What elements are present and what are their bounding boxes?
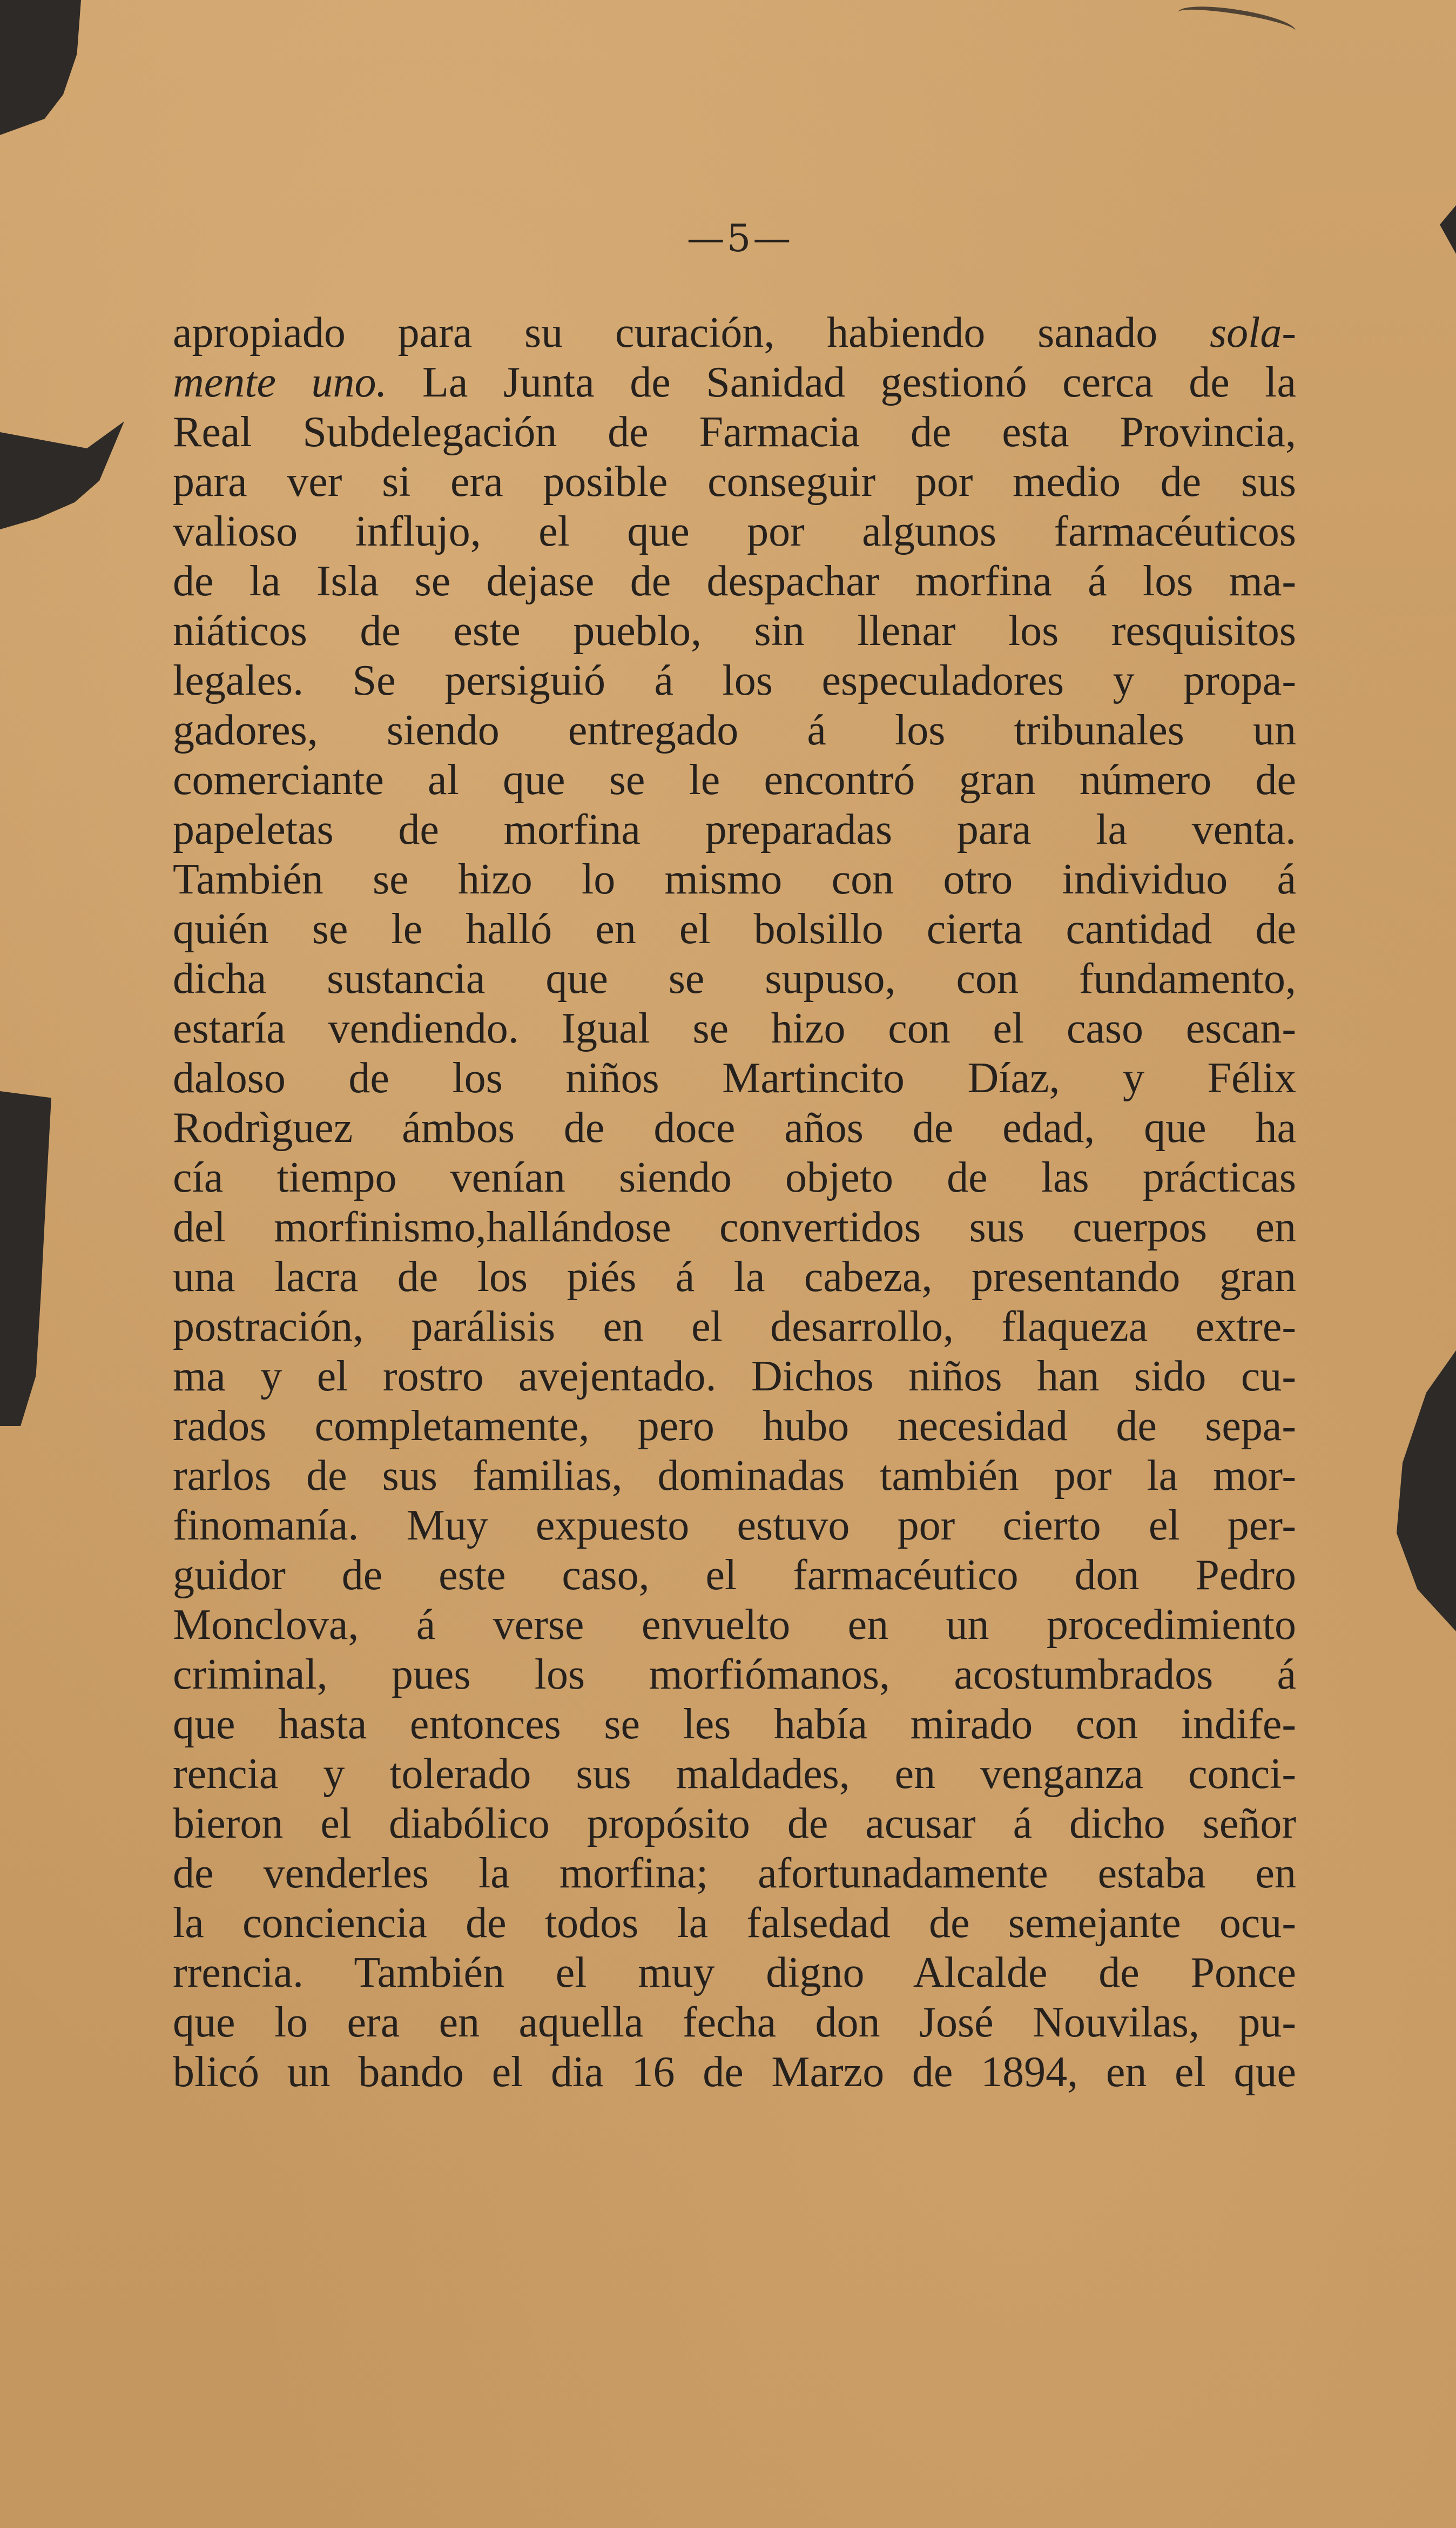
line-text: ma y el rostro avejentado. Dichos niños han sido cu- [173,1353,1296,1400]
line-text: rados completamente, pero hubo necesidad de sepa- [173,1402,1296,1450]
line-text: daloso de los niños Martincito Díaz, y Félix [173,1054,1296,1102]
text-line [173,705,1296,755]
text-line [173,1799,1296,1848]
line-text: finomanía. Muy expuesto estuvo por cierto el per- [173,1502,1296,1549]
text-line [173,1202,1296,1252]
text-line [173,407,1296,457]
text-line [173,1401,1296,1451]
text-line [173,1699,1296,1749]
line-text: rencia y tolerado sus maldades, en venganza conci- [173,1750,1296,1798]
line-text: rrencia. También el muy digno Alcalde de Ponce [173,1949,1296,1996]
text-line [173,1451,1296,1501]
line-text: del morfinismo,hallándose convertidos sus cuerpos en [173,1204,1296,1251]
text-line [173,1848,1296,1898]
line-text: guidor de este caso, el farmacéutico don Pedro [173,1551,1296,1599]
text-line [173,1302,1296,1352]
line-text: la conciencia de todos la falsedad de semejante ocu- [173,1899,1296,1947]
line-text: dicha sustancia que se supuso, con fundamento, [173,955,1296,1003]
line-text: También se hizo lo mismo con otro individuo á [173,856,1296,903]
text-line [173,1600,1296,1650]
line-text: comerciante al que se le encontró gran número de [173,756,1296,804]
text-line [173,755,1296,805]
text-line [173,556,1296,606]
torn-edge-left-upper [0,421,124,529]
text-line [173,358,1296,407]
text-line [173,656,1296,705]
text-line [173,954,1296,1004]
line-text: blicó un bando el dia 16 de Marzo de 1894, en el que [173,2048,1296,2096]
text-line [173,1650,1296,1699]
italic-text: sola- [1210,309,1296,357]
text-line [173,457,1296,507]
text-line [173,1004,1296,1053]
line-text: cía tiempo venían siendo objeto de las prácticas [173,1154,1296,1201]
line-text: una lacra de los piés á la cabeza, presentando gran [173,1253,1296,1301]
text-line [173,855,1296,904]
line-text: papeletas de morfina preparadas para la venta. [173,806,1296,853]
text-line [173,1053,1296,1103]
line-text: La Junta de Sanidad gestionó cerca de la [387,359,1296,406]
text-line [173,1550,1296,1600]
text-line [173,1749,1296,1799]
text-line [173,805,1296,855]
body-text [173,308,1296,2097]
line-text: Monclova, á verse envuelto en un procedimiento [173,1601,1296,1649]
torn-edge-right-middle [1397,1350,1456,1631]
text-line [173,1501,1296,1550]
ink-scratch-mark [1176,1,1297,43]
line-text: apropiado para su curación, habiendo sanado [173,309,1210,357]
line-text: criminal, pues los morfiómanos, acostumbrados á [173,1651,1296,1698]
line-text: bieron el diabólico propósito de acusar á dicho señor [173,1800,1296,1847]
italic-text: mente uno. [173,359,387,406]
line-text: legales. Se persiguió á los especuladores y propa- [173,657,1296,704]
text-line [173,1252,1296,1302]
text-line [173,904,1296,954]
line-text: valioso influjo, el que por algunos farmacéuticos [173,508,1296,555]
line-text: rarlos de sus familias, dominadas también por la mor- [173,1452,1296,1500]
text-line [173,1998,1296,2047]
text-line [173,308,1296,358]
torn-edge-right-upper [1440,205,1456,254]
line-text: de la Isla se dejase de despachar morfina á los ma- [173,557,1296,605]
text-line [173,606,1296,656]
line-text: Rodrìguez ámbos de doce años de edad, que ha [173,1104,1296,1152]
page-number: —5— [686,216,793,260]
torn-edge-left-middle [0,1091,51,1426]
line-text: postración, parálisis en el desarrollo, flaqueza extre- [173,1303,1296,1350]
line-text: quién se le halló en el bolsillo cierta cantidad de [173,905,1296,953]
text-line [173,507,1296,556]
line-text: que lo era en aquella fecha don José Nouvilas, pu- [173,1999,1296,2046]
line-text: estaría vendiendo. Igual se hizo con el caso escan- [173,1005,1296,1052]
text-line [173,1103,1296,1153]
text-line [173,2047,1296,2097]
line-text: niáticos de este pueblo, sin llenar los resquisitos [173,607,1296,655]
line-text: que hasta entonces se les había mirado con indife- [173,1700,1296,1748]
torn-edge-top-left [0,0,81,135]
line-text: de venderles la morfina; afortunadamente estaba en [173,1850,1296,1897]
text-line [173,1153,1296,1202]
line-text: Real Subdelegación de Farmacia de esta Provincia, [173,408,1296,456]
text-line [173,1948,1296,1998]
text-line [173,1898,1296,1948]
text-line [173,1352,1296,1401]
line-text: gadores, siendo entregado á los tribunales un [173,707,1296,754]
line-text: para ver si era posible conseguir por medio de sus [173,458,1296,506]
